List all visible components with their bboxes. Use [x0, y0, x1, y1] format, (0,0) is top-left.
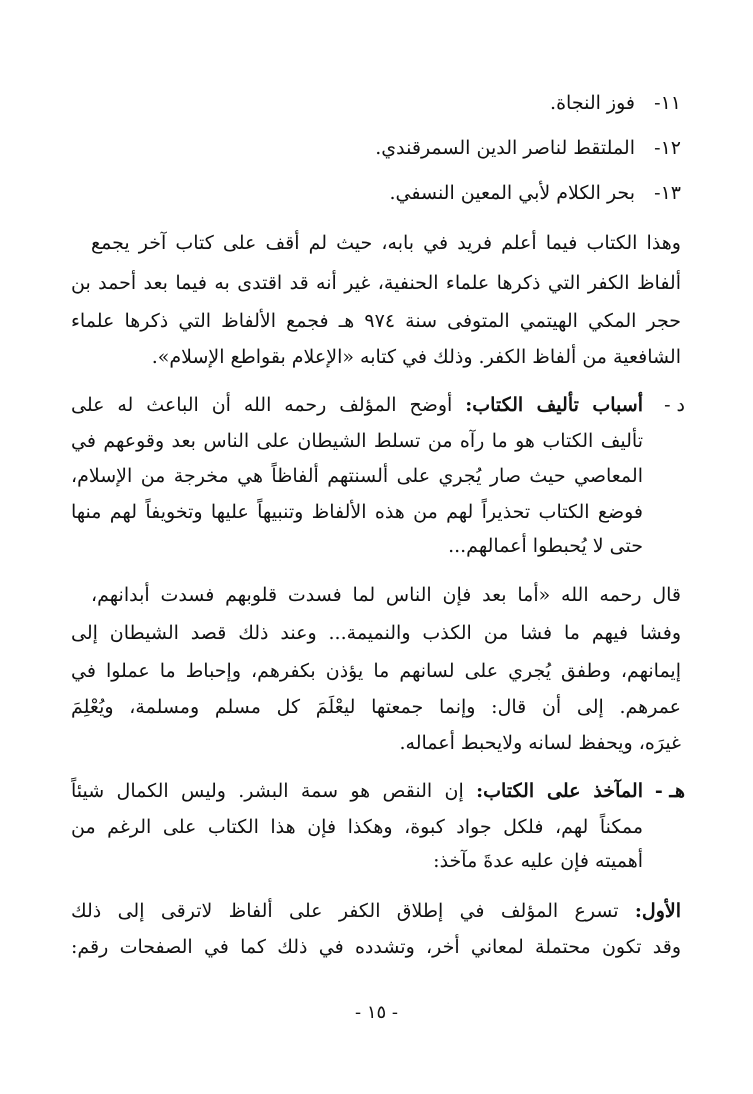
paragraph-line: حجر المكي الهيتمي المتوفى سنة ٩٧٤ هـ فجمع الألفاظ التي ذكرها علماء: [71, 310, 681, 332]
section-heading: أسباب تأليف الكتاب:: [465, 394, 643, 416]
paragraph-lead-text: تسرع المؤلف في إطلاق الكفر على ألفاظ لاترقى إلى ذلك: [71, 900, 619, 922]
section-line: فوضع الكتاب تحذيراً لهم من هذه الألفاظ وتنبيهاً عليها وتخويفاً لهم منها: [71, 501, 643, 523]
list-item-number: ١١-: [654, 92, 681, 114]
section-line: أهميته فإن عليه عدةَ مآخذ:: [433, 850, 643, 872]
paragraph-line: وهذا الكتاب فيما أعلم فريد في بابه، حيث لم أقف على كتاب آخر يجمع: [91, 232, 681, 254]
paragraph-line: عمرهم. إلى أن قال: وإنما جمعتها ليعْلَمَ كل مسلم ومسلمة، ويُعْلِمَ: [71, 696, 681, 718]
section-heading-text: أوضح المؤلف رحمه الله أن الباعث له على: [71, 394, 453, 416]
list-item-text: الملتقط لناصر الدين السمرقندي.: [375, 137, 635, 159]
list-item-text: بحر الكلام لأبي المعين النسفي.: [389, 182, 635, 204]
list-item-number: ١٣-: [654, 182, 681, 204]
paragraph-lead: الأول:: [634, 900, 681, 922]
section-line: المعاصي حيث صار يُجري على ألسنتهم ألفاظاً هي مخرجة من الإسلام،: [71, 465, 643, 487]
page-number: - ١٥ -: [355, 1002, 398, 1023]
paragraph-first-line: [71, 896, 681, 926]
section-heading: المآخذ على الكتاب:: [476, 780, 643, 802]
section-marker: هـ -: [654, 780, 685, 802]
paragraph-line: قال رحمه الله «أما بعد فإن الناس لما فسدت قلوبهم فسدت أبدانهم،: [91, 584, 681, 606]
section-heading-text: إن النقص هو سمة البشر. وليس الكمال شيئاً: [71, 780, 464, 802]
paragraph-line: وقد تكون محتملة لمعاني أخر، وتشدده في ذلك كما في الصفحات رقم:: [71, 936, 681, 958]
paragraph-line: ألفاظ الكفر التي ذكرها علماء الحنفية، غير أنه قد اقتدى به فيما بعد أحمد بن: [71, 272, 681, 294]
section-line: حتى لا يُحبطوا أعمالهم...: [448, 535, 643, 557]
section-marker: د -: [664, 394, 685, 416]
paragraph-line: إيمانهم، وطفق يُجري على لسانهم ما يؤذن بكفرهم، وإحباط ما عملوا في: [71, 660, 681, 682]
list-item-number: ١٢-: [654, 137, 681, 159]
section-line: تأليف الكتاب هو ما رآه من تسلط الشيطان على الناس بعد وقوعهم في: [71, 430, 643, 452]
section-heading-line: [71, 776, 643, 806]
list-item-text: فوز النجاة.: [550, 92, 635, 114]
section-heading-line: [71, 390, 643, 420]
paragraph-line: غيرَه، ويحفظ لسانه ولايحبط أعماله.: [399, 732, 681, 754]
paragraph-line: وفشا فيهم ما فشا من الكذب والنميمة... وعند ذلك قصد الشيطان إلى: [71, 622, 681, 644]
section-line: ممكناً لهم، فلكل جواد كبوة، وهكذا فإن هذا الكتاب على الرغم من: [71, 816, 643, 838]
paragraph-line: الشافعية من ألفاظ الكفر. وذلك في كتابه «الإعلام بقواطع الإسلام».: [151, 346, 681, 368]
